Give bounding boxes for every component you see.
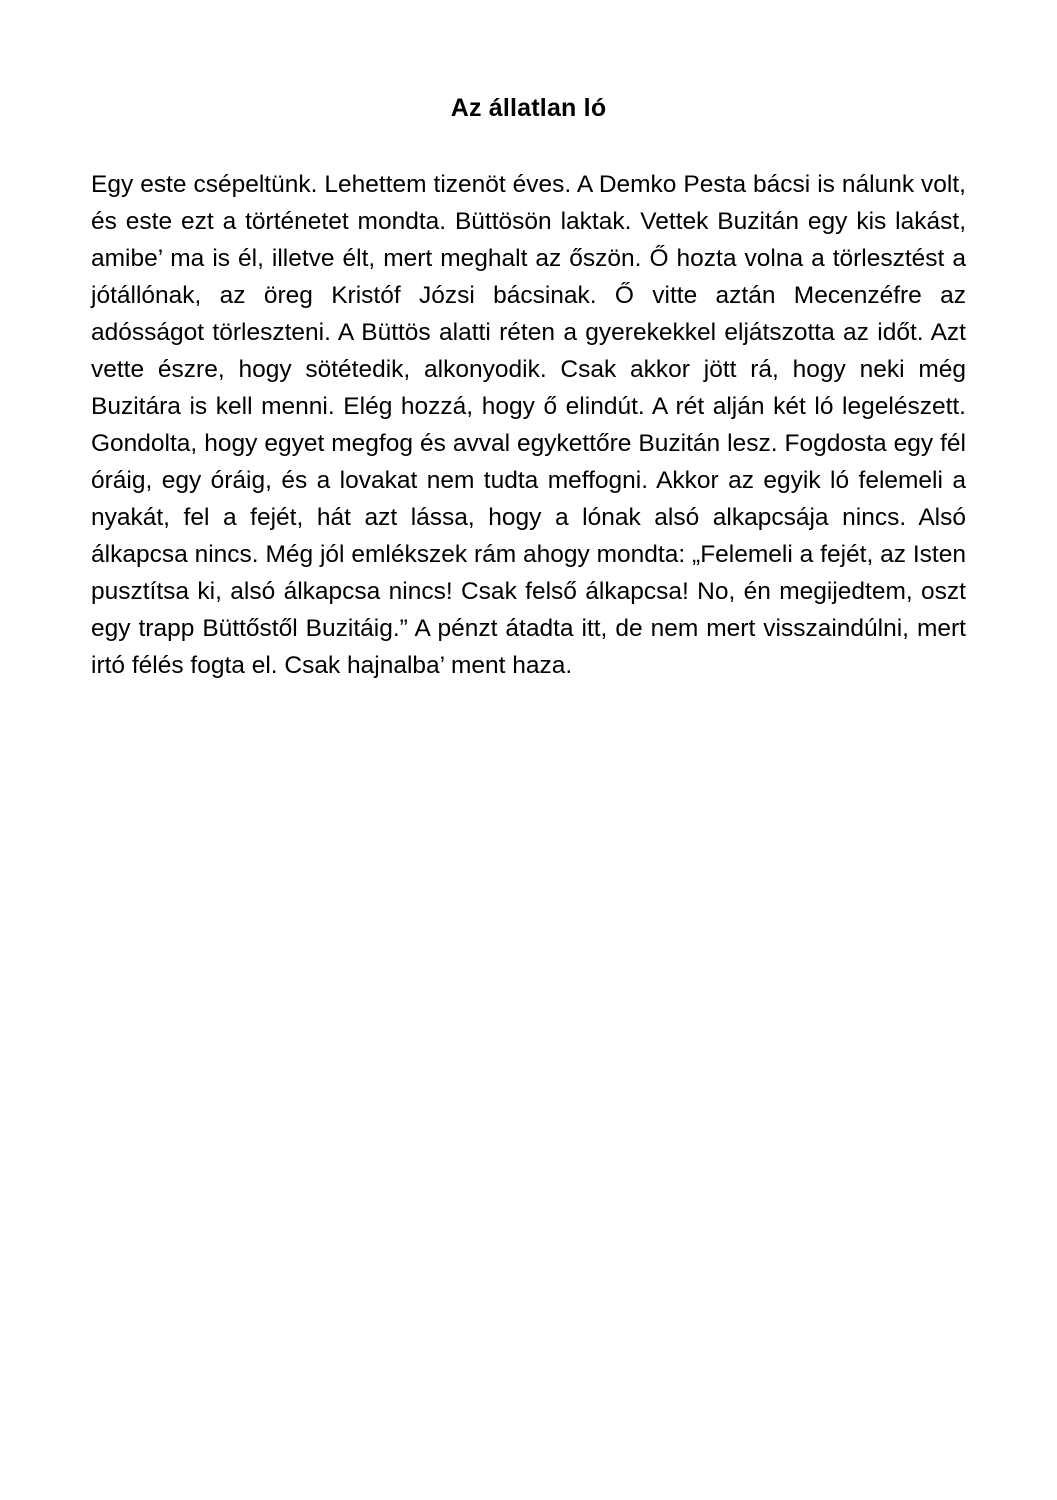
story-paragraph: Egy este csépeltünk. Lehettem tizenöt éves. A Demko Pesta bácsi is nálunk volt, és este ezt a történetet mondta. Büttösön laktak. Vettek Buzitán egy kis lakást, amibe’ ma is él, illetve élt, mert meghalt az őszön. Ő hozta volna a törlesztést a jótállónak, az öreg Kristóf Józsi bácsinak. Ő vitte aztán Mecenzéfre az adósságot törleszteni. A Büttös alatti réten a gyerekekkel eljátszotta az időt. Azt vette észre, hogy sötétedik, alkonyodik. Csak akkor jött rá, hogy neki még Buzitára is kell menni. Elég hozzá, hogy ő elindút. A rét alján két ló legelészett. Gondolta, hogy egyet megfog és avval egykettőre Buzitán lesz. Fogdosta egy fél óráig, egy óráig, és a lovakat nem tudta meffogni. Akkor az egyik ló felemeli a nyakát, fel a fejét, hát azt lássa, hogy a lónak alsó alkapcsája nincs. Alsó álkapcsa nincs. Még jól emlékszek rám ahogy mondta: „Felemeli a fejét, az Isten pusztítsa ki, alsó álkapcsa nincs! Csak felső álkapcsa! No, én megijedtem, oszt egy trapp Büttőstől Buzitáig.” A pénzt átadta itt, de nem mert visszaindúlni, mert irtó félés fogta el. Csak hajnalba’ ment haza.	[91, 171, 966, 679]
document-title: Az állatlan ló	[450, 94, 607, 122]
